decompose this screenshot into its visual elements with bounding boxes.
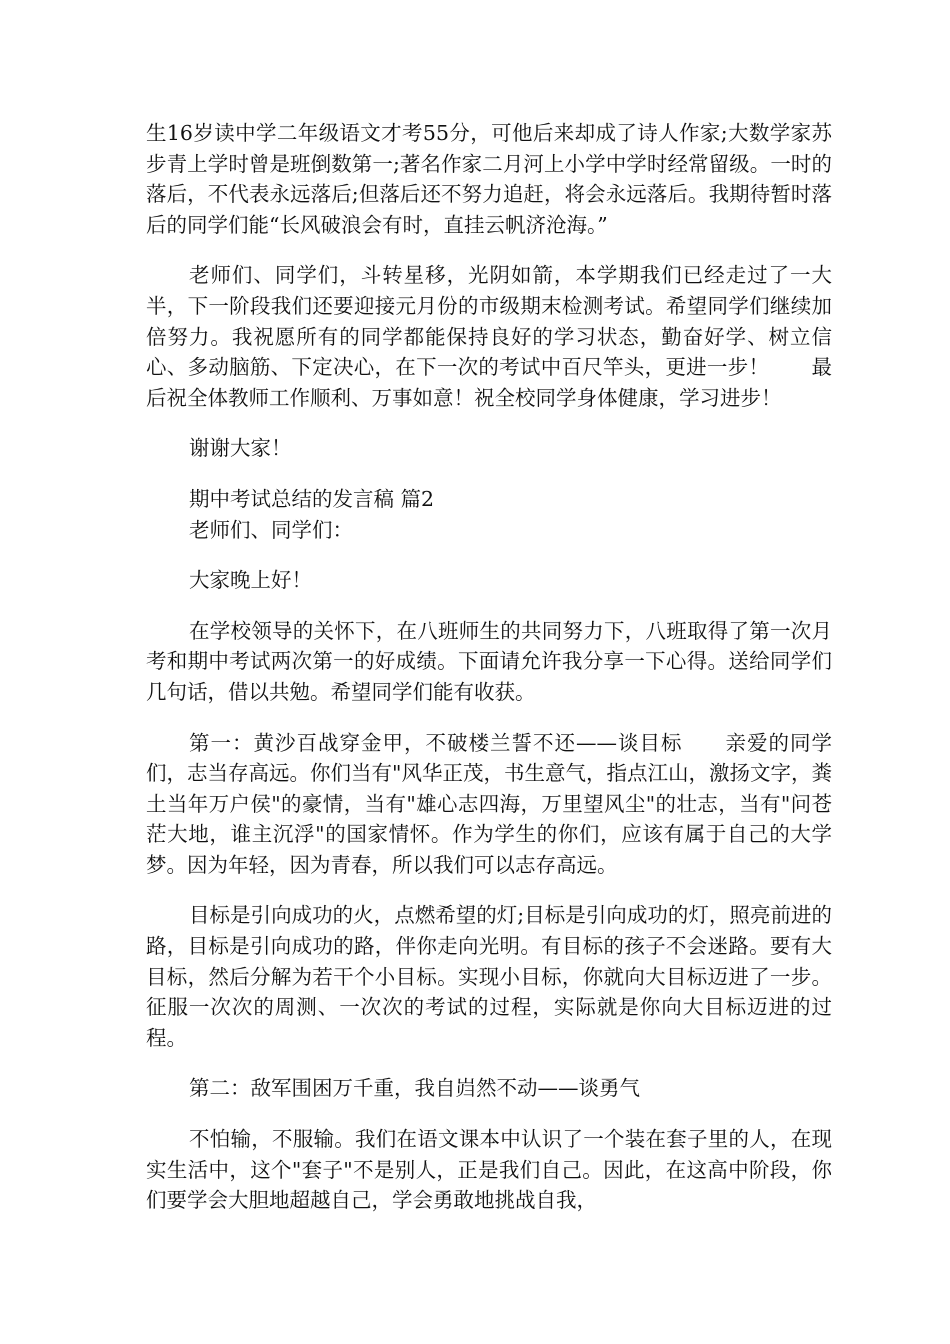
paragraph-closing-wishes-main: 老师们、同学们，斗转星移，光阴如箭，本学期我们已经走过了一大半，下一阶段我们还要迎接元月份的市级期末检测考试。希望同学们继续加倍努力。我祝愿所有的同学都能保持良好的学习状态，勤奋好学、树立信心、多动脑筋、下定决心，在下一次的考试中百尺竿头，更进一步！ — [146, 263, 832, 380]
paragraph-courage: 不怕输，不服输。我们在语文课本中认识了一个装在套子里的人，在现实生活中，这个"套子"不是别人，正是我们自己。因此，在这高中阶段，你们要学会大胆地超越自己，学会勇敢地挑战自我， — [146, 1127, 832, 1213]
paragraph-point-1 — [146, 728, 832, 881]
paragraph-closing-wishes-tail: 最后祝全体教师工作顺利、万事如意！祝全校同学身体健康，学习进步！ — [146, 355, 833, 410]
paragraph-point-1-body: 亲爱的同学们，志当存高远。你们当有"风华正茂，书生意气，指点江山，激扬文字，粪土当年万户侯"的豪情，当有"雄心志四海，万里望风尘"的壮志，当有"问苍茫大地，谁主沉浮"的国家情怀。作为学生的你们，应该有属于自己的大学梦。因为年轻，因为青春，所以我们可以志存高远。 — [146, 730, 832, 877]
paragraph-goals: 目标是引向成功的火，点燃希望的灯;目标是引向成功的灯，照亮前进的路，目标是引向成功的路，伴你走向光明。有目标的孩子不会迷路。要有大目标，然后分解为若干个小目标。实现小目标，你就向大目标迈进了一步。征服一次次的周测、一次次的考试的过程，实际就是你向大目标迈进的过程。 — [146, 903, 832, 1050]
greeting: 大家晚上好！ — [189, 568, 312, 593]
paragraph-thanks: 谢谢大家！ — [189, 436, 292, 461]
salutation: 老师们、同学们： — [189, 517, 353, 542]
paragraph-continued-examples: 生16岁读中学二年级语文才考55分，可他后来却成了诗人作家;大数学家苏步青上学时曾是班倒数第一;著名作家二月河上小学中学时经常留级。一时的落后，不代表永远落后;但落后还不努力追赶，将会永远落后。我期待暂时落后的同学们能“长风破浪会有时，直挂云帆济沧海。” — [146, 121, 832, 237]
paragraph-point-2: 第二：敌军围困万千重，我自岿然不动——谈勇气 — [189, 1076, 640, 1101]
document-body — [146, 118, 832, 1236]
paragraph-closing-wishes — [146, 260, 832, 413]
paragraph-point-1-heading: 第一：黄沙百战穿金甲，不破楼兰誓不还——谈目标 — [189, 730, 683, 755]
paragraph-intro: 在学校领导的关怀下，在八班师生的共同努力下，八班取得了第一次月考和期中考试两次第一的好成绩。下面请允许我分享一下心得。送给同学们几句话，借以共勉。希望同学们能有收获。 — [146, 618, 832, 704]
section-title-part-2: 期中考试总结的发言稿 篇2 — [189, 486, 435, 511]
